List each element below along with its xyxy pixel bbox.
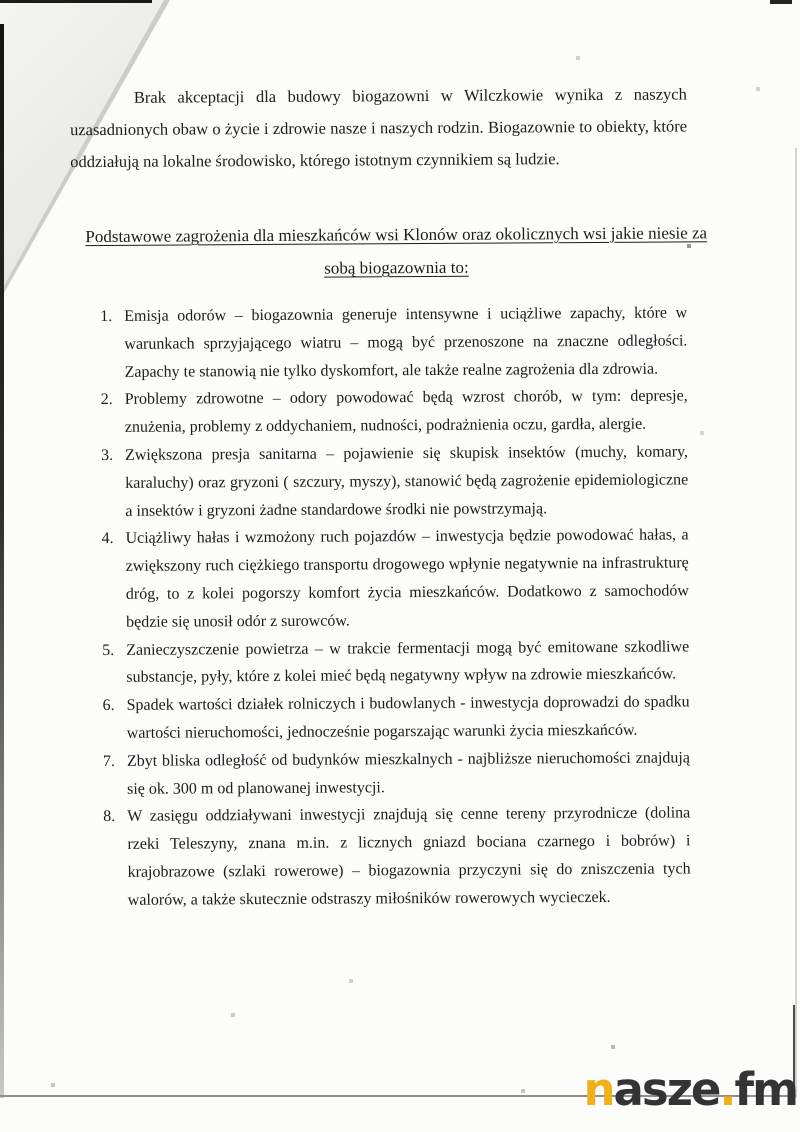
threat-item-5: [3, 632, 800, 692]
logo-text-asze: asze: [613, 1063, 720, 1116]
logo-text-fm: fm: [734, 1063, 797, 1116]
threat-item-8: [4, 799, 800, 915]
threat-item-7: [4, 743, 800, 803]
threat-text: Spadek wartości działek rolniczych i budowlanych - inwestycja doprowadzi do spadku wartości nieruchomości, jednocześnie pogarszając warunki życia mieszkańców.: [126, 693, 690, 742]
logo-dot: .: [719, 1063, 735, 1116]
threat-item-4: [2, 521, 800, 637]
threat-text: W zasięgu oddziaływani inwestycji znajdują się cenne tereny przyrodnicze (dolina rzeki Teleszyny, znana m.in. z licznych gniazd bociana czarnego i bobrów) i krajobrazowe (szlaki rowerowe) – biogazownia przyczyni się do zniszczenia tych walorów, a także skutecznie odstraszy miłośników rowerowych wycieczek.: [127, 804, 691, 909]
threat-item-3: [2, 438, 800, 526]
threat-number: 5.: [102, 641, 115, 659]
threat-number: 2.: [100, 391, 113, 409]
threat-item-2: [2, 382, 800, 442]
threat-number: 4.: [101, 530, 114, 548]
document-heading: [84, 216, 709, 286]
threat-item-1: [1, 299, 800, 387]
threat-number: 8.: [103, 808, 116, 826]
threat-text: Problemy zdrowotne – odory powodować będą wzrost chorób, w tym: depresje, znużenia, problemy z oddychaniem, nudności, podrażnienia oczu, gardła, alergie.: [124, 387, 688, 437]
logo-letter-n: n: [583, 1063, 614, 1116]
nasze-fm-watermark-logo: [584, 1062, 798, 1118]
document-heading-text: Podstawowe zagrożenia dla mieszkańców wsi Klonów oraz okolicznych wsi jakie niesie za sobą biogazownia to:: [85, 223, 708, 278]
threat-text: Emisja odorów – biogazownia generuje intensywne i uciążliwe zapachy, które w warunkach sprzyjającego wiatru – mogą być przenoszone na znaczne odległości. Zapachy te stanowią nie tylko dyskomfort, ale także realne zagrożenia dla zdrowia.: [124, 304, 688, 381]
threat-text: Zwiększona presja sanitarna – pojawienie się skupisk insektów (muchy, komary, karaluchy) oraz gryzoni ( szczury, myszy), stanowić będą zagrożenie epidemiologiczne a insektów i gryzoni żadne standardowe środki nie powstrzymają.: [124, 443, 689, 520]
threat-number: 6.: [102, 697, 115, 715]
threat-text: Uciążliwy hałas i wzmożony ruch pojazdów – inwestycja będzie powodować hałas, a zwiększony ruch ciężkiego transportu drogowego wpłynie negatywnie na infrastrukturę dróg, to z kolei pogorszy komfort życia mieszkańców. Dodatkowo z samochodów będzie się unosił odór z surowców.: [125, 526, 689, 631]
threat-number: 3.: [100, 446, 114, 464]
threat-number: 7.: [102, 752, 115, 770]
threat-number: 1.: [100, 307, 113, 326]
intro-paragraph: Brak akceptacji dla budowy biogazowni w Wilczkowie wynika z naszych uzasadnionych obaw o życie i zdrowie nasze i naszych rodzin. Biogazownie to obiekty, które oddziałują na lokalne środowisko, którego istotnym czynnikiem są ludzie.: [70, 84, 688, 172]
threat-item-6: [3, 688, 800, 748]
threat-text: Zbyt bliska odległość od budynków mieszkalnych - najbliższe nieruchomości znajdują się ok. 300 m od planowanej inwestycji.: [126, 749, 690, 798]
threat-list: [1, 299, 800, 915]
threat-text: Zanieczyszczenie powietrza – w trakcie fermentacji mogą być emitowane szkodliwe substancje, pyły, które z kolei mieć będą negatywny wpływ na zdrowie mieszkańców.: [126, 637, 690, 687]
